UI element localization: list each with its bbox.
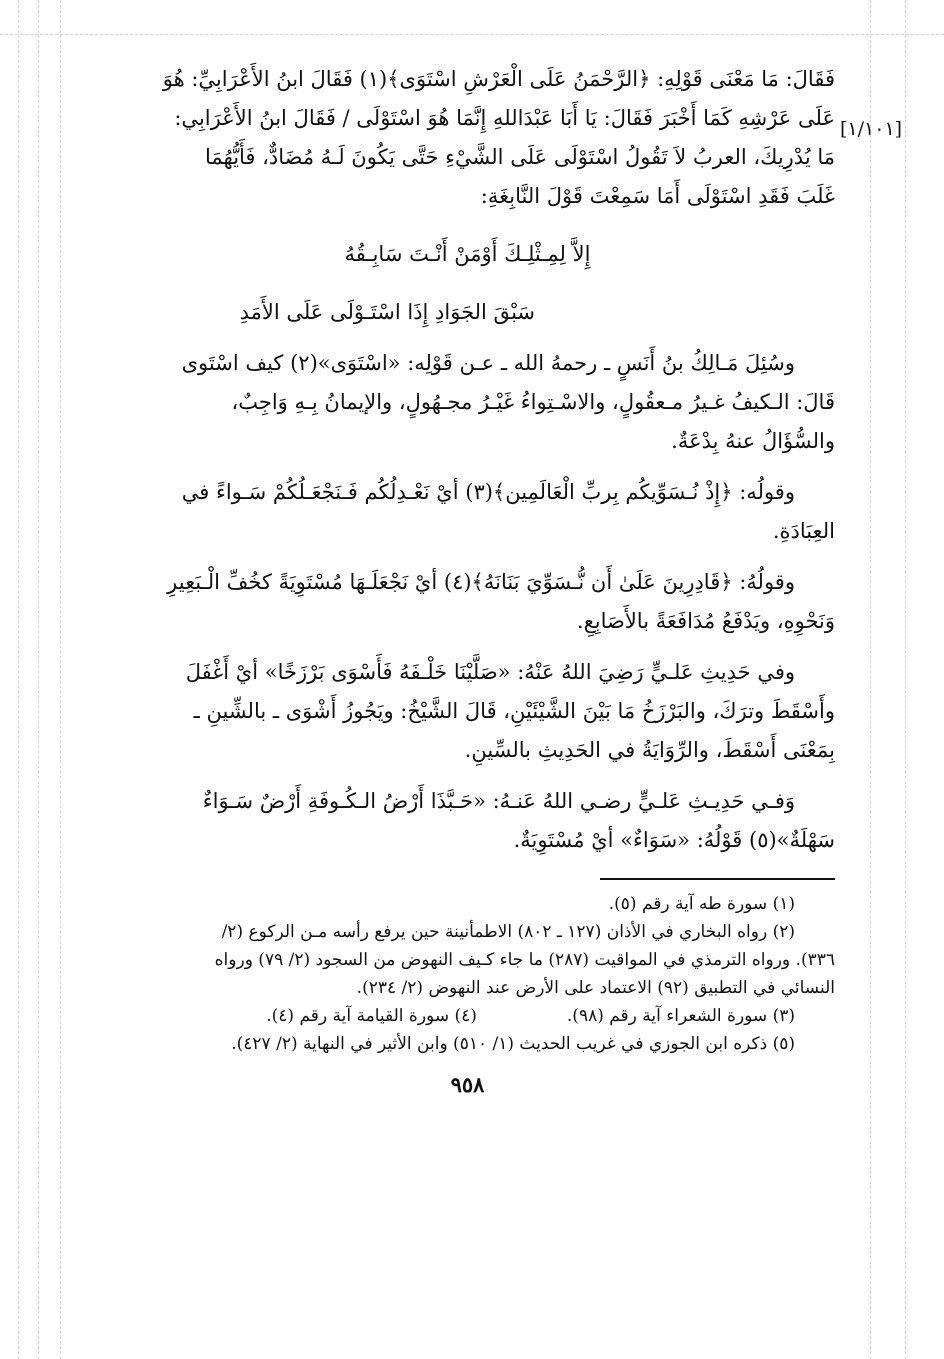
text-line: مَا يُدْرِيكَ، العربُ لاَ تَقُولُ اسْتَوْلَى عَلَى الشَّيْءِ حَتَّى يَكُونَ لَـهُ مُضَادٌّ، فَأَيُّهُمَا (204, 145, 835, 169)
text-line: والسُّؤَالُ عنهُ بِدْعَةٌ. (671, 429, 835, 453)
margin-reference: [١/١٠١] (840, 118, 903, 140)
scan-guide-line (60, 0, 61, 1359)
text-line: وَنَحْوِهِ، ويَدْفَعُ مُدَافَعَةً بالأَصَابِعِ. (576, 609, 835, 633)
paragraph-1 (100, 60, 835, 216)
footnote-2-line: (٢) رواه البخاري في الأذان (١٢٧ ـ ٨٠٢) الاطمأنينة حين يرفع رأسه مـن الركوع (٢/ (221, 922, 795, 942)
text-line: غَلَبَ فَقَدِ اسْتَوْلَى أَمَا سَمِعْتَ قَوْلَ النَّابِغَةِ: (480, 184, 835, 208)
text-line: وسُئِلَ مَـالِكُ بنُ أَنَسٍ ـ رحمهُ الله ـ عـن قَوْلِه: «اسْتَوَى»(٢) كيف اسْتَوى (181, 351, 795, 375)
paragraph-5 (100, 653, 835, 770)
text-line: عَلَى عَرْشِهِ كَمَا أَخْبَرَ فَقَالَ: يَا أَبَا عَبْدَاللهِ إِنَّمَا هُوَ اسْتَوْلَى / فَقَالَ ابنُ الأَعْرَابِي: (174, 106, 835, 130)
scan-guide-line (870, 0, 871, 1359)
text-line: وفي حَدِيثِ عَلـيٍّ رَضِيَ اللهُ عَنْهُ: «صَلَّيْنَا خَلْـفَهُ فَأَسْوَى بَرْزَخًا» أيْ أَغْفَلَ (185, 660, 795, 684)
scan-guide-line (905, 0, 906, 1359)
text-line: وأَسْقَطَ وترَكَ، والبَرْزَخُ مَا بَيْنَ الشَّيْئَيْنِ، قَالَ الشَّيْخُ: ويَجُوزُ أَشْوَى ـ بالشِّينِ ـ (193, 699, 835, 723)
poetry-verse-2: سَبْقَ الجَوَادِ إِذَا اسْتَـوْلَى عَلَى الأَمَدِ (239, 300, 535, 324)
text-line: قَالَ: الـكيفُ غـيرُ مـعقُولٍ، والاسْـتِواءُ غَيْـرُ مجـهُولٍ، والإيمانُ بِـهِ وَاجِبٌ، (231, 390, 835, 414)
footnote-1: (١) سورة طه آية رقم (٥). (608, 894, 795, 914)
footnote-3: (٣) سورة الشعراء آية رقم (٩٨). (566, 1006, 795, 1026)
footnote-5: (٥) ذكره ابن الجوزي في غريب الحديث (١/ ٥١٠) وابن الأثير في النهاية (٢/ ٤٢٧). (231, 1034, 795, 1054)
footnote-4: (٤) سورة القيامة آية رقم (٤). (266, 1006, 477, 1026)
footnote-3-4-row (100, 1002, 835, 1030)
paragraph-6 (100, 782, 835, 860)
footnote-2-line: ٣٣٦). ورواه الترمذي في المواقيت (٢٨٧) ما جاء كـيف النهوض من السجود (٢/ ٧٩) ورواه (214, 950, 835, 970)
page-content (100, 60, 835, 1097)
text-line: سَهْلَةٌ»(٥) قَوْلُهُ: «سَوَاءٌ» أيْ مُسْتَوِيَةٌ. (513, 828, 835, 852)
text-line: العِبَادَةِ. (772, 519, 835, 543)
paragraph-4 (100, 563, 835, 641)
text-line: وَفـي حَدِيـثِ عَلـيٍّ رضـي اللهُ عَنـهُ: «حَـبَّذَا أَرْضُ الـكُـوفَةِ أَرْضٌ سَـوَاءٌ (202, 789, 795, 813)
footnote-divider (600, 878, 835, 880)
text-line: فَقَالَ: مَا مَعْنَى قَوْلِهِ: ﴿الرَّحْمَنُ عَلَى الْعَرْشِ اسْتَوَى﴾(١) فَقَالَ ابنُ الأَعْرَابِيِّ: هُوَ (162, 67, 835, 91)
poetry-verse-1: إِلاَّ لِمِـثْلِـكَ أَوْمَنْ أَنْـتَ سَابِـقُهُ (344, 242, 591, 266)
text-line: وقولُهُ: ﴿قَادِرِينَ عَلَىٰ أَن نُّـسَوِّيَ بَنَانَهُ﴾(٤) أيْ نَجْعَلَـهَا مُسْتَوِيَةً كخُفِّ الْـبَعِيرِ (167, 570, 795, 594)
footnote-2-line: النسائي في التطبيق (٩٢) الاعتماد على الأرض عند النهوض (٢/ ٢٣٤). (356, 978, 835, 998)
scan-guide-line (0, 34, 944, 35)
paragraph-3 (100, 473, 835, 551)
text-line: بِمَعْنَى أَسْقَطَ، والرِّوَايَةُ في الحَدِيثِ بالسِّينِ. (464, 738, 835, 762)
footnotes (100, 890, 835, 1058)
paragraph-2 (100, 344, 835, 461)
scan-guide-line (18, 0, 19, 1359)
scan-guide-line (38, 0, 39, 1359)
text-line: وقولُه: ﴿إِذْ نُـسَوِّيكُم بِربِّ الْعَالَمِين﴾(٣) أيْ نَعْـدِلُكُم فَـنَجْعَـلُكُمْ سَـواءً في (181, 480, 795, 504)
page-number: ٩٥٨ (450, 1072, 485, 1097)
